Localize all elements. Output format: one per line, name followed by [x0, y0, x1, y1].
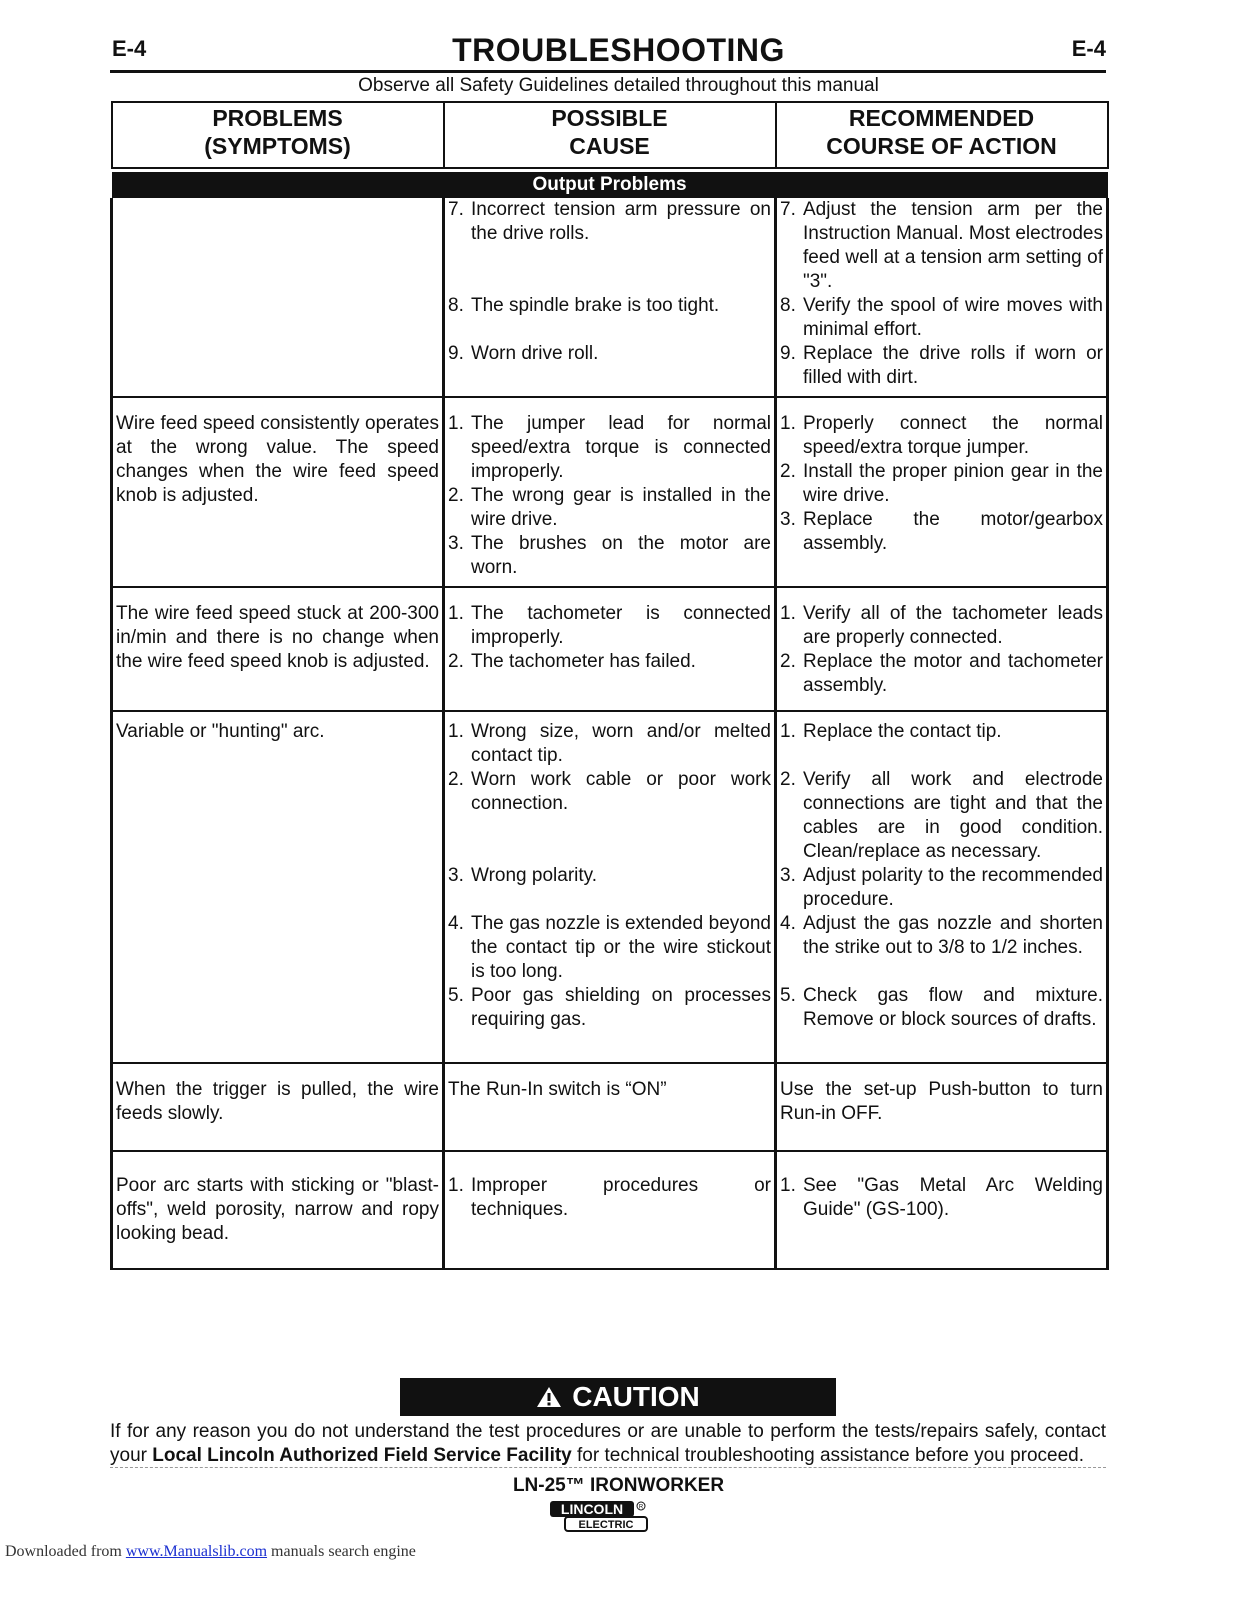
list-item: 3. Replace the motor/gearbox assembly.	[780, 509, 1103, 554]
list-item: 4. Adjust the gas nozzle and shorten the strike out to 3/8 to 1/2 inches.	[780, 913, 1103, 958]
list-item: 1. The tachometer is connected improperly.	[448, 603, 771, 648]
page-title: TROUBLESHOOTING	[452, 32, 785, 68]
cause-cell	[444, 587, 776, 711]
list-item: 1. Properly connect the normal speed/extra torque jumper.	[780, 413, 1103, 458]
service-facility: Local Lincoln Authorized Field Service Facility	[152, 1445, 572, 1466]
safety-note: Observe all Safety Guidelines detailed throughout this manual	[358, 75, 879, 96]
cause-cell	[444, 711, 776, 1063]
table-row	[112, 1151, 1108, 1269]
header-problems-line2: (SYMPTOMS)	[204, 133, 351, 159]
symptom-cell: Wire feed speed consistently operates at the wrong value. The speed changes when the wire feed speed knob is adjusted.	[112, 397, 444, 587]
action-text: Use the set-up Push-button to turn Run-in OFF.	[780, 1079, 1103, 1124]
lincoln-electric-logo	[549, 1500, 649, 1533]
section-heading: Output Problems	[112, 172, 1108, 198]
download-footer: Downloaded from www.Manualslib.com manuals search engine	[5, 1543, 416, 1560]
cause-cell	[444, 397, 776, 587]
action-cell	[776, 198, 1108, 397]
header-problems-line1: PROBLEMS	[212, 105, 343, 131]
warning-icon	[536, 1385, 562, 1409]
cause-cell	[444, 1063, 776, 1151]
action-cell	[776, 587, 1108, 711]
header-rule	[110, 70, 1106, 73]
symptom-cell: The wire feed speed stuck at 200-300 in/min and there is no change when the wire feed speed knob is adjusted.	[112, 587, 444, 711]
header-problems	[112, 102, 444, 168]
list-item: 1. See "Gas Metal Arc Welding Guide" (GS-100).	[780, 1175, 1103, 1220]
action-cell	[776, 711, 1108, 1063]
list-item: 5. Poor gas shielding on processes requiring gas.	[448, 985, 771, 1030]
list-item: 7. Incorrect tension arm pressure on the drive rolls.	[448, 199, 771, 244]
svg-text:ELECTRIC: ELECTRIC	[578, 1519, 634, 1531]
list-item: 9. Worn drive roll.	[448, 343, 599, 364]
list-item: 2. Verify all work and electrode connections are tight and that the cables are in good condition. Clean/replace as necessary.	[780, 769, 1103, 862]
svg-text:R: R	[638, 1504, 644, 1511]
table-row	[112, 711, 1108, 1063]
table-row	[112, 587, 1108, 711]
header-cause-line2: CAUSE	[569, 133, 650, 159]
action-cell	[776, 1151, 1108, 1269]
symptom-cell: When the trigger is pulled, the wire feeds slowly.	[112, 1063, 444, 1151]
list-item: 1. Replace the contact tip.	[780, 721, 1002, 742]
action-cell	[776, 1063, 1108, 1151]
table-row	[112, 198, 1108, 397]
header-action	[776, 102, 1108, 168]
model-name: LN-25™ IRONWORKER	[512, 1475, 725, 1496]
list-item: 2. Replace the motor and tachometer assembly.	[780, 651, 1103, 696]
table-row	[112, 397, 1108, 587]
list-item: 1. Improper procedures or techniques.	[448, 1175, 771, 1220]
list-item: 4. The gas nozzle is extended beyond the contact tip or the wire stickout is too long.	[448, 913, 771, 982]
list-item: 8. Verify the spool of wire moves with minimal effort.	[780, 295, 1103, 340]
header-action-line1: RECOMMENDED	[848, 105, 1035, 131]
troubleshooting-table	[110, 101, 1109, 1270]
list-item: 8. The spindle brake is too tight.	[448, 295, 720, 316]
list-item: 1. The jumper lead for normal speed/extra torque is connected improperly.	[448, 413, 771, 482]
symptom-cell	[112, 198, 444, 397]
header-cause-line1: POSSIBLE	[551, 105, 668, 131]
caution-label: CAUTION	[572, 1381, 700, 1412]
svg-text:LINCOLN: LINCOLN	[560, 1501, 624, 1517]
list-item: 3. Adjust polarity to the recommended procedure.	[780, 865, 1103, 910]
list-item: 2. Install the proper pinion gear in the wire drive.	[780, 461, 1103, 506]
caution-text: If for any reason you do not understand the test procedures or are unable to perform the tests/repairs safely, contact your Local Lincoln Authorized Field Service Facility for technical troubleshooting assistance before you proceed.	[110, 1421, 1106, 1466]
footer-divider	[110, 1467, 1106, 1468]
list-item: 1. Wrong size, worn and/or melted contact tip.	[448, 721, 771, 766]
symptom-cell: Variable or "hunting" arc.	[112, 711, 444, 1063]
list-item: 9. Replace the drive rolls if worn or filled with dirt.	[780, 343, 1103, 388]
manualslib-link[interactable]: www.Manualslib.com	[125, 1543, 268, 1560]
list-item: 2. The wrong gear is installed in the wire drive.	[448, 485, 771, 530]
list-item: 5. Check gas flow and mixture. Remove or block sources of drafts.	[780, 985, 1103, 1030]
list-item: 3. Wrong polarity.	[448, 865, 598, 886]
list-item: 1. Verify all of the tachometer leads are properly connected.	[780, 603, 1103, 648]
cause-cell	[444, 198, 776, 397]
header-action-line2: COURSE OF ACTION	[826, 133, 1057, 159]
cause-cell	[444, 1151, 776, 1269]
list-item: 2. The tachometer has failed.	[448, 651, 696, 672]
list-item: 7. Adjust the tension arm per the Instruction Manual. Most electrodes feed well at a tension arm setting of "3".	[780, 199, 1103, 292]
page-number-right: E-4	[1071, 36, 1106, 61]
symptom-cell: Poor arc starts with sticking or "blast-offs", weld porosity, narrow and ropy looking bead.	[112, 1151, 444, 1269]
cause-text: The Run-In switch is “ON”	[448, 1079, 667, 1100]
list-item: 2. Worn work cable or poor work connection.	[448, 769, 771, 814]
header-cause	[444, 102, 776, 168]
action-cell	[776, 397, 1108, 587]
table-row	[112, 1063, 1108, 1151]
caution-banner	[400, 1378, 836, 1416]
list-item: 3. The brushes on the motor are worn.	[448, 533, 771, 578]
page-number-left: E-4	[112, 36, 147, 61]
